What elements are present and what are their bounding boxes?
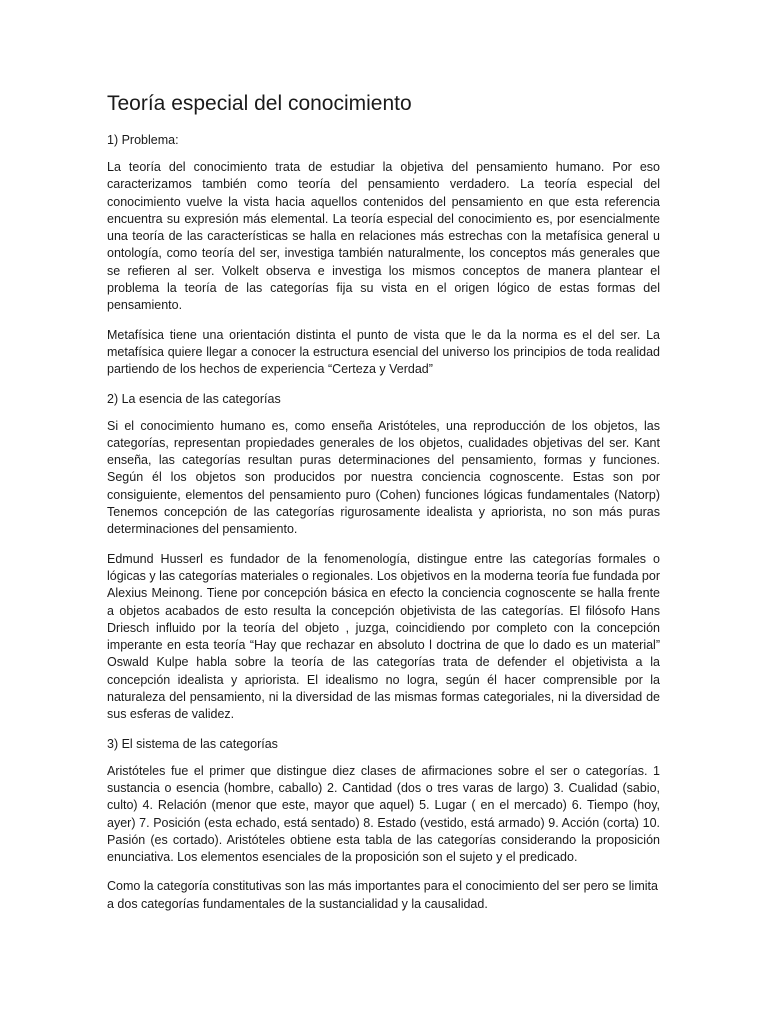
document-page xyxy=(107,90,660,925)
paragraph-sistema-2: Como la categoría constitutivas son las más importantes para el conocimiento del ser pero se limita a dos categorías fundamentales de la sustancialidad y la causalidad. xyxy=(107,879,658,911)
document-title: Teoría especial del conocimiento xyxy=(107,92,412,115)
paragraph-problema-2: Metafísica tiene una orientación distinta el punto de vista que le da la norma es el del ser. La metafísica quiere llegar a conocer la estructura esencial del universo los principios de toda realidad partiendo de los hechos de experiencia “Certeza y Verdad” xyxy=(107,327,660,377)
paragraph-esencia-1: Si el conocimiento humano es, como enseña Aristóteles, una reproducción de los objetos, las categorías, representan propiedades generales de los objetos, cualidades objetivas del ser. Kant enseña, las categorías resultan puras determinaciones del pensamiento, formas y funciones. Según él los objetos son producidos por nuestra conciencia cognoscente. Estas son por consiguiente, elementos del pensamiento puro (Cohen) funciones lógicas fundamentales (Natorp) Tenemos concepción de las categorías rigurosamente idealista y apriorista, no son más puras determinaciones del pensamiento. xyxy=(107,418,660,537)
section-heading-problema: 1) Problema: xyxy=(107,133,179,147)
paragraph-problema-1: La teoría del conocimiento trata de estudiar la objetiva del pensamiento humano. Por eso caracterizamos también como teoría del pensamiento verdadero. La teoría especial del conocimiento vuelve la vista hacia aquellos contenidos del pensamiento en que esta referencia encuentra su expresión más elemental. La teoría especial del conocimiento es, por esencialmente una teoría de las características se halla en relaciones más estrechas con la metafísica general u ontología, como teoría del ser, investiga también naturalmente, los conceptos más generales que se refieren al ser. Volkelt observa e investiga los mismos conceptos de manera plantear el problema la teoría de las categorías fija su vista en el origen lógico de estas formas del pensamiento. xyxy=(107,160,660,313)
paragraph-esencia-2: Edmund Husserl es fundador de la fenomenología, distingue entre las categorías formales o lógicas y las categorías materiales o regionales. Los objetivos en la moderna teoría fue fundada por Alexius Meinong. Tiene por concepción básica en efecto la conciencia cognoscente se halla frente a objetos acabados de esto resulta la concepción objetivista de las categorías. El filósofo Hans Driesch influido por la teoría del objeto , juzga, coincidiendo por completo con la concepción imperante en esta teoría “Hay que rechazar en absoluto l doctrina de que lo dado es un material” Oswald Kulpe habla sobre la teoría de las categorías trata de defender el objetivista a la concepción idealista y apriorista. El idealismo no logra, según él hacer comprensible por la naturaleza del pensamiento, ni la diversidad de las mismas formas categoriales, ni la diversidad de sus esferas de validez. xyxy=(107,551,660,722)
paragraph-sistema-1: Aristóteles fue el primer que distingue diez clases de afirmaciones sobre el ser o categorías. 1 sustancia o esencia (hombre, caballo) 2. Cantidad (dos o tres varas de largo) 3. Cualidad (sabio, culto) 4. Relación (menor que este, mayor que aquel) 5. Lugar ( en el mercado) 6. Tiempo (hoy, ayer) 7. Posición (esta echado, está sentado) 8. Estado (vestido, está armado) 9. Acción (corta) 10. Pasión (es cortado). Aristóteles obtiene esta tabla de las categorías considerando la proposición enunciativa. Los elementos esenciales de la proposición son el sujeto y el predicado. xyxy=(107,763,660,865)
section-heading-esencia: 2) La esencia de las categorías xyxy=(107,391,281,406)
section-heading-sistema: 3) El sistema de las categorías xyxy=(107,736,278,751)
